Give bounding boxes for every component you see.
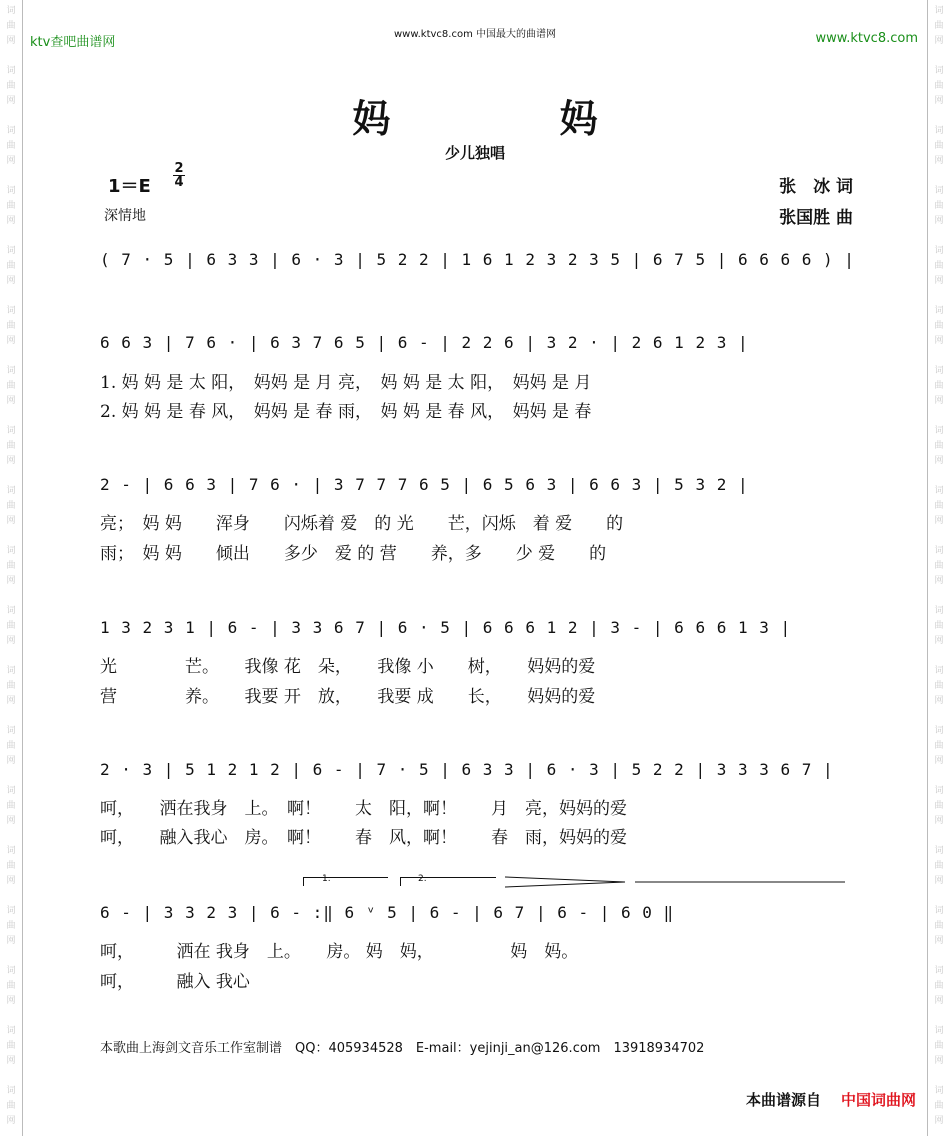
watermark-glyph: 曲 <box>934 381 944 391</box>
watermark-glyph: 词 <box>934 726 944 736</box>
watermark-glyph-group <box>0 184 22 229</box>
watermark-glyph: 曲 <box>934 1041 944 1051</box>
watermark-glyph: 词 <box>6 606 16 616</box>
watermark-glyph-group <box>928 424 950 469</box>
watermark-glyph: 曲 <box>934 21 944 31</box>
watermark-glyph: 曲 <box>6 321 16 331</box>
notation-line-1: ( 7 · 5 | 6 3 3 | 6 · 3 | 5 2 2 | 1 6 1 2 3 2 3 5 | 6 7 5 | 6 6 6 6 ) | <box>100 250 855 269</box>
watermark-glyph: 词 <box>934 126 944 136</box>
watermark-glyph: 网 <box>934 456 944 466</box>
header-left-site[interactable]: ktv查吧曲谱网 <box>30 35 116 50</box>
watermark-glyph: 曲 <box>934 141 944 151</box>
watermark-glyph: 曲 <box>934 501 944 511</box>
watermark-glyph-group <box>928 544 950 589</box>
watermark-glyph: 曲 <box>934 921 944 931</box>
notation-line-2: 6 6 3 | 7 6 · | 6 3 7 6 5 | 6 - | 2 2 6 | 3 2 · | 2 6 1 2 3 | <box>100 333 749 352</box>
watermark-glyph: 网 <box>934 756 944 766</box>
watermark-glyph: 曲 <box>934 201 944 211</box>
watermark-glyph-group <box>0 484 22 529</box>
volta-second-label: 2. <box>418 874 427 884</box>
notation-line-4: 1 3 2 3 1 | 6 - | 3 3 6 7 | 6 · 5 | 6 6 6 1 2 | 3 - | 6 6 6 1 3 | <box>100 618 792 637</box>
watermark-glyph-group <box>0 424 22 469</box>
watermark-glyph: 词 <box>6 366 16 376</box>
watermark-glyph: 词 <box>6 66 16 76</box>
watermark-glyph: 曲 <box>934 801 944 811</box>
lyric-line-4-verse-1: 光 芒。 我像 花 朵， 我像 小 树， 妈妈的爱 <box>100 657 596 677</box>
watermark-glyph: 网 <box>934 876 944 886</box>
watermark-glyph: 词 <box>934 6 944 16</box>
watermark-glyph: 词 <box>6 426 16 436</box>
watermark-glyph-group <box>928 724 950 769</box>
watermark-glyph: 曲 <box>6 141 16 151</box>
watermark-glyph-group <box>928 244 950 289</box>
watermark-glyph: 网 <box>934 336 944 346</box>
watermark-glyph: 网 <box>6 36 16 46</box>
watermark-glyph: 网 <box>934 276 944 286</box>
watermark-glyph-group <box>928 304 950 349</box>
watermark-glyph: 词 <box>6 906 16 916</box>
watermark-glyph: 曲 <box>934 741 944 751</box>
watermark-glyph: 网 <box>934 396 944 406</box>
notation-line-3: 2 - | 6 6 3 | 7 6 · | 3 7 7 7 6 5 | 6 5 6 3 | 6 6 3 | 5 3 2 | <box>100 475 749 494</box>
watermark-glyph-group <box>0 244 22 289</box>
watermark-glyph: 词 <box>6 486 16 496</box>
watermark-glyph: 词 <box>934 606 944 616</box>
watermark-glyph: 网 <box>934 1056 944 1066</box>
watermark-glyph: 曲 <box>6 741 16 751</box>
watermark-glyph: 曲 <box>934 1101 944 1111</box>
watermark-glyph: 网 <box>934 516 944 526</box>
volta-first-label: 1. <box>322 874 331 884</box>
watermark-glyph: 词 <box>6 786 16 796</box>
watermark-glyph-group <box>0 364 22 409</box>
watermark-glyph-group <box>0 1024 22 1069</box>
watermark-glyph: 网 <box>6 216 16 226</box>
watermark-glyph: 曲 <box>934 621 944 631</box>
watermark-glyph-group <box>928 964 950 1009</box>
notation-line-6: 6 - | 3 3 2 3 | 6 - :‖ 6 ᵛ 5 | 6 - | 6 7 | 6 - | 6 0 ‖ <box>100 903 675 922</box>
watermark-glyph-group <box>0 604 22 649</box>
lyric-line-5-verse-2: 呵， 融入我心 房。 啊！ 春 风，啊！ 春 雨，妈妈的爱 <box>100 828 627 848</box>
watermark-glyph-group <box>0 784 22 829</box>
watermark-glyph: 曲 <box>934 861 944 871</box>
watermark-glyph: 网 <box>6 516 16 526</box>
watermark-glyph: 曲 <box>6 861 16 871</box>
watermark-glyph: 词 <box>6 6 16 16</box>
composer-credit: 张国胜 曲 <box>779 208 853 228</box>
watermark-glyph: 网 <box>6 876 16 886</box>
watermark-glyph: 曲 <box>934 681 944 691</box>
watermark-glyph: 网 <box>934 816 944 826</box>
watermark-glyph: 词 <box>6 726 16 736</box>
watermark-glyph-group <box>0 724 22 769</box>
lyric-line-2-verse-1: 1. 妈 妈 是 太 阳， 妈妈 是 月 亮， 妈 妈 是 太 阳， 妈妈 是 月 <box>100 373 592 393</box>
watermark-glyph-group <box>928 844 950 889</box>
watermark-glyph-group <box>928 904 950 949</box>
watermark-glyph: 网 <box>934 576 944 586</box>
watermark-glyph: 词 <box>6 1026 16 1036</box>
watermark-glyph: 网 <box>6 996 16 1006</box>
lyricist-credit: 张 冰 词 <box>779 177 853 197</box>
watermark-glyph: 词 <box>934 966 944 976</box>
watermark-glyph-group <box>0 964 22 1009</box>
watermark-glyph-group <box>0 844 22 889</box>
watermark-glyph: 词 <box>934 906 944 916</box>
tempo-marking: 深情地 <box>104 208 146 224</box>
watermark-glyph: 曲 <box>934 981 944 991</box>
watermark-glyph: 网 <box>934 216 944 226</box>
lyric-line-6-verse-1: 呵， 洒在 我身 上。 房。 妈 妈， 妈 妈。 <box>100 942 579 962</box>
lyric-line-3-verse-1: 亮； 妈 妈 浑身 闪烁着 爱 的 光 芒，闪烁 着 爱 的 <box>100 514 624 534</box>
lyric-line-5-verse-1: 呵， 洒在我身 上。 啊！ 太 阳，啊！ 月 亮，妈妈的爱 <box>100 799 627 819</box>
watermark-glyph: 网 <box>934 1116 944 1126</box>
header-center-site[interactable]: www.ktvc8.com 中国最大的曲谱网 <box>393 29 556 40</box>
watermark-glyph-group <box>928 604 950 649</box>
watermark-glyph: 曲 <box>6 621 16 631</box>
time-signature <box>173 162 185 189</box>
watermark-glyph: 网 <box>6 156 16 166</box>
song-title: 妈 妈 <box>352 96 676 141</box>
lyric-line-6-verse-2: 呵， 融入 我心 <box>100 972 250 992</box>
watermark-glyph: 网 <box>934 156 944 166</box>
watermark-glyph: 词 <box>934 366 944 376</box>
watermark-glyph: 网 <box>934 96 944 106</box>
watermark-glyph-group <box>928 364 950 409</box>
watermark-glyph: 曲 <box>6 681 16 691</box>
watermark-glyph: 曲 <box>6 1041 16 1051</box>
watermark-glyph: 网 <box>934 696 944 706</box>
watermark-glyph: 网 <box>934 936 944 946</box>
watermark-glyph: 曲 <box>6 201 16 211</box>
watermark-glyph: 网 <box>6 636 16 646</box>
watermark-glyph: 网 <box>6 936 16 946</box>
source-label: 本曲谱源自 <box>745 1091 821 1109</box>
watermark-glyph: 词 <box>934 1086 944 1096</box>
time-signature-top: 2 <box>174 161 184 176</box>
watermark-glyph-group <box>0 1084 22 1129</box>
watermark-glyph: 词 <box>6 306 16 316</box>
watermark-glyph: 曲 <box>6 21 16 31</box>
watermark-glyph: 词 <box>6 666 16 676</box>
watermark-glyph: 曲 <box>6 1101 16 1111</box>
watermark-glyph: 词 <box>6 846 16 856</box>
watermark-glyph: 网 <box>6 336 16 346</box>
watermark-glyph: 曲 <box>934 561 944 571</box>
watermark-glyph: 网 <box>6 1056 16 1066</box>
watermark-glyph-group <box>928 484 950 529</box>
watermark-glyph: 词 <box>934 846 944 856</box>
watermark-glyph: 曲 <box>6 801 16 811</box>
watermark-glyph: 词 <box>934 666 944 676</box>
watermark-glyph: 网 <box>6 816 16 826</box>
watermark-glyph: 网 <box>6 696 16 706</box>
watermark-glyph: 曲 <box>6 381 16 391</box>
watermark-glyph-group <box>928 664 950 709</box>
watermark-glyph: 曲 <box>6 561 16 571</box>
watermark-glyph-group <box>928 184 950 229</box>
watermark-glyph: 网 <box>6 756 16 766</box>
watermark-glyph: 词 <box>934 186 944 196</box>
watermark-glyph: 词 <box>934 246 944 256</box>
watermark-glyph: 曲 <box>6 921 16 931</box>
watermark-glyph: 词 <box>6 126 16 136</box>
watermark-glyph: 词 <box>934 426 944 436</box>
watermark-glyph-group <box>928 1084 950 1129</box>
watermark-glyph-group <box>928 1024 950 1069</box>
song-subtitle: 少儿独唱 <box>444 144 505 162</box>
watermark-glyph: 网 <box>934 36 944 46</box>
source-site-link[interactable]: 中国词曲网 <box>840 1091 916 1109</box>
watermark-glyph-group <box>0 304 22 349</box>
notation-line-5: 2 · 3 | 5 1 2 1 2 | 6 - | 7 · 5 | 6 3 3 | 6 · 3 | 5 2 2 | 3 3 3 6 7 | <box>100 760 834 779</box>
watermark-glyph-group <box>0 544 22 589</box>
watermark-glyph: 曲 <box>6 441 16 451</box>
watermark-glyph: 网 <box>6 396 16 406</box>
watermark-glyph: 词 <box>6 186 16 196</box>
watermark-glyph: 曲 <box>934 441 944 451</box>
lyric-line-2-verse-2: 2. 妈 妈 是 春 风， 妈妈 是 春 雨， 妈 妈 是 春 风， 妈妈 是 春 <box>100 402 592 422</box>
watermark-glyph: 曲 <box>6 501 16 511</box>
watermark-glyph: 词 <box>934 66 944 76</box>
watermark-glyph: 曲 <box>934 261 944 271</box>
watermark-glyph: 曲 <box>6 261 16 271</box>
watermark-glyph-group <box>0 904 22 949</box>
watermark-glyph: 词 <box>934 1026 944 1036</box>
watermark-glyph-group <box>928 784 950 829</box>
footer-credits: 本歌曲上海剑文音乐工作室制谱 QQ：405934528 E-mail：yejinji_an@126.com 13918934702 <box>100 1041 705 1056</box>
watermark-glyph-group <box>0 664 22 709</box>
watermark-glyph: 词 <box>934 546 944 556</box>
watermark-glyph: 词 <box>934 306 944 316</box>
watermark-glyph: 词 <box>934 486 944 496</box>
key-signature: 1＝E <box>108 176 151 197</box>
watermark-glyph: 网 <box>6 1116 16 1126</box>
watermark-glyph: 网 <box>934 996 944 1006</box>
watermark-glyph: 曲 <box>934 321 944 331</box>
watermark-glyph: 词 <box>6 246 16 256</box>
watermark-glyph: 词 <box>6 546 16 556</box>
watermark-glyph: 网 <box>6 276 16 286</box>
watermark-glyph: 网 <box>934 636 944 646</box>
time-signature-bottom: 4 <box>174 175 184 190</box>
watermark-glyph: 网 <box>6 96 16 106</box>
lyric-line-4-verse-2: 营 养。 我要 开 放， 我要 成 长， 妈妈的爱 <box>100 687 596 707</box>
watermark-glyph: 网 <box>6 456 16 466</box>
source-line <box>746 1089 916 1110</box>
lyric-line-3-verse-2: 雨； 妈 妈 倾出 多少 爱 的 营 养，多 少 爱 的 <box>100 544 607 564</box>
decrescendo-hairpin <box>505 876 845 890</box>
header-right-url[interactable]: www.ktvc8.com <box>815 31 918 46</box>
watermark-glyph: 词 <box>934 786 944 796</box>
watermark-glyph: 曲 <box>934 81 944 91</box>
watermark-glyph: 曲 <box>6 81 16 91</box>
volta-second-bracket <box>400 877 496 886</box>
watermark-glyph: 词 <box>6 966 16 976</box>
watermark-glyph: 词 <box>6 1086 16 1096</box>
watermark-glyph: 曲 <box>6 981 16 991</box>
watermark-glyph: 网 <box>6 576 16 586</box>
volta-first-bracket <box>303 877 388 886</box>
